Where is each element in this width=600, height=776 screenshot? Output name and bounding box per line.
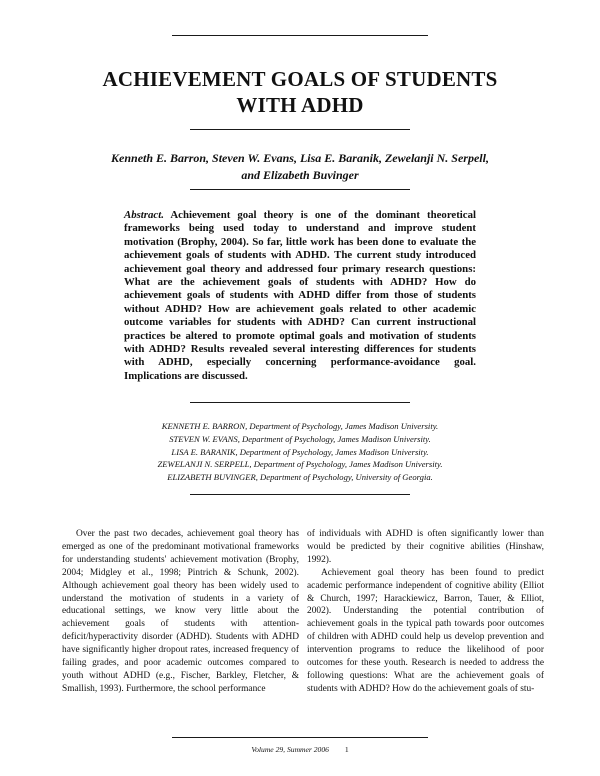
journal-issue: Volume 29, Summer 2006 <box>251 745 329 754</box>
abstract-label: Abstract. <box>124 209 164 221</box>
title-line-1: ACHIEVEMENT GOALS OF STUDENTS <box>102 67 498 91</box>
title-line-2: WITH ADHD <box>236 93 364 117</box>
abstract-text: Achievement goal theory is one of the dominant theoretical frameworks being used today to understand and improve student motivation (Brophy, 2004). So far, little work has been done to evaluate the achievement goals of students with ADHD. The current study introduced achievement goal theory and addressed four primary research questions: What are the achievement goals of students with ADHD? How do achievement goals of students with ADHD differ from those of students without ADHD? How are achievement goals related to other academic outcome variables for students with ADHD? Can current instructional practices be altered to promote optimal goals and motivation of students with ADHD? Results revealed several interesting differences for students with ADHD, especially concerning performance-avoidance goal. Implications are discussed. <box>124 209 476 382</box>
author-list <box>70 150 530 184</box>
title-rule <box>190 129 410 130</box>
authors-rule <box>190 189 410 190</box>
affiliation-baranik: LISA E. BARANIK, Department of Psychology, James Madison University. <box>171 446 429 457</box>
authors-line-2: and Elizabeth Buvinger <box>241 168 359 182</box>
page-footer <box>200 745 400 754</box>
affiliation-evans: STEVEN W. EVANS, Department of Psychology, James Madison University. <box>169 433 431 444</box>
affiliations-rule <box>190 494 410 495</box>
top-rule <box>172 35 428 36</box>
paper-title <box>60 66 540 118</box>
body-paragraph: Over the past two decades, achievement goal theory has emerged as one of the predominant motivational frameworks for understanding students' achievement motivation (Brophy, 2004; Midgley et al., 1998; Pintrich & Schunk, 2002). Although achievement goal theory has been widely used to understand the motivation of students in a variety of educational settings, we know very little about the achievement goals of students with attention-deficit/hyperactivity disorder (ADHD). Students with ADHD have significantly higher dropout rates, increased frequency of failing grades, and poor academic outcomes compared to youth without ADHD (e.g., Fischer, Barkley, Fletcher, & Smallish, 1993). Furthermore, the school performance <box>62 529 299 694</box>
page-number: 1 <box>344 745 349 754</box>
footer-rule <box>172 737 428 738</box>
affiliations <box>120 420 480 484</box>
affiliation-serpell: ZEWELANJI N. SERPELL, Department of Psychology, James Madison University. <box>157 459 443 470</box>
abstract-rule <box>190 402 410 403</box>
affiliation-buvinger: ELIZABETH BUVINGER, Department of Psychology, University of Georgia. <box>167 472 433 483</box>
body-column-right <box>307 528 544 696</box>
body-column-left <box>62 528 299 696</box>
abstract <box>124 209 476 383</box>
authors-line-1: Kenneth E. Barron, Steven W. Evans, Lisa E. Baranik, Zewelanji N. Serpell, <box>111 151 489 165</box>
body-paragraph: Achievement goal theory has been found to predict academic performance independent of cognitive ability (Elliot & Church, 1997; Harackiewicz, Barron, Tauer, & Elliot, 2002). Understanding the potential contribution of achievement goals in the typical path towards poor outcomes of children with ADHD could help us develop prevention and intervention programs to reduce the likelihood of poor outcomes for these youth. Research is needed to address the following questions: What are the achievement goals of students with ADHD? How do the achievement goals of stu- <box>307 567 544 694</box>
body-paragraph-continued: of individuals with ADHD is often significantly lower than would be predicted by their cognitive abilities (Hinshaw, 1992). <box>307 529 544 565</box>
affiliation-barron: KENNETH E. BARRON, Department of Psychology, James Madison University. <box>161 421 439 431</box>
